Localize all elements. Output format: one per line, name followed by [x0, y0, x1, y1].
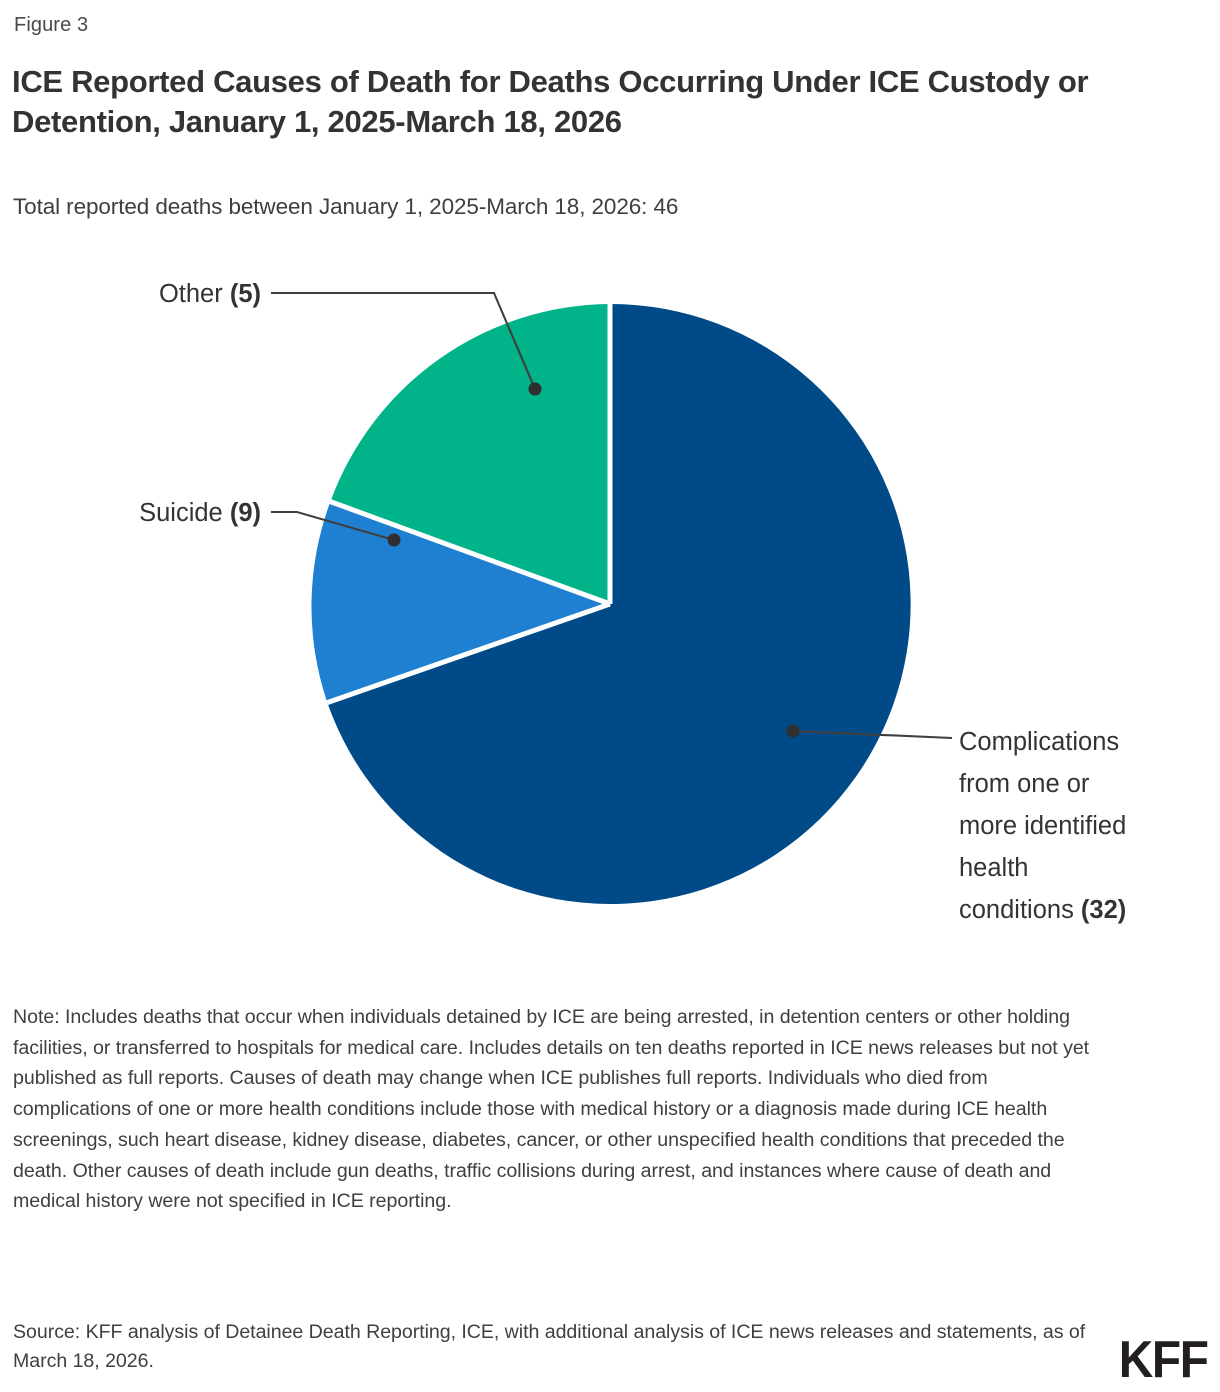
leader-dot-other: [529, 383, 542, 396]
slice-label-complications-line1: Complications: [959, 728, 1120, 756]
chart-subtitle: Total reported deaths between January 1, 2025-March 18, 2026: 46: [13, 194, 679, 219]
chart-title: ICE Reported Causes of Death for Deaths Occurring Under ICE Custody or Detention, January 1, 2025-March 18, 2026: [12, 64, 1089, 139]
chart-source: Source: KFF analysis of Detainee Death Reporting, ICE, with additional analysis of ICE news releases and statements, as of March 18, 2026.: [13, 1321, 1086, 1372]
pie-chart-plot-area: [0, 250, 1220, 990]
slice-label-complications-line4: health: [959, 854, 1029, 882]
kff-logo: KFF: [1119, 1331, 1208, 1389]
slice-label-suicide-count: (9): [229, 499, 261, 527]
slice-label-suicide-name: Suicide: [139, 499, 230, 527]
slice-label-complications-line5-name: conditions: [959, 896, 1081, 924]
slice-label-suicide: [139, 499, 261, 527]
leader-dot-complications: [787, 725, 800, 738]
slice-label-other-count: (5): [229, 280, 261, 308]
chart-note: Note: Includes deaths that occur when individuals detained by ICE are being arrested, in detention centers or other holding facilities, or transferred to hospitals for medical care. Includes details on ten deaths reported in ICE news releases but not yet published as full reports. Causes of death may change when ICE publishes full reports. Individuals who died from complications of one or more health conditions include those with medical history or a diagnosis made during ICE health screenings, such heart disease, kidney disease, diabetes, cancer, or other unspecified health conditions that preceded the death. Other causes of death include gun deaths, traffic collisions during arrest, and instances where cause of death and medical history were not specified in ICE reporting.: [13, 1006, 1090, 1213]
slice-label-other-name: Other: [158, 280, 230, 308]
leader-dot-suicide: [388, 534, 401, 547]
slice-label-complications-line2: from one or: [959, 770, 1090, 798]
figure-number: Figure 3: [14, 14, 89, 36]
slice-label-complications: [959, 728, 1133, 924]
slice-label-complications-line5-count: (32): [1080, 896, 1127, 924]
pie-chart-svg: [0, 250, 1220, 990]
slice-label-complications-line3: more identified: [959, 812, 1127, 840]
slice-label-other: [159, 280, 261, 308]
